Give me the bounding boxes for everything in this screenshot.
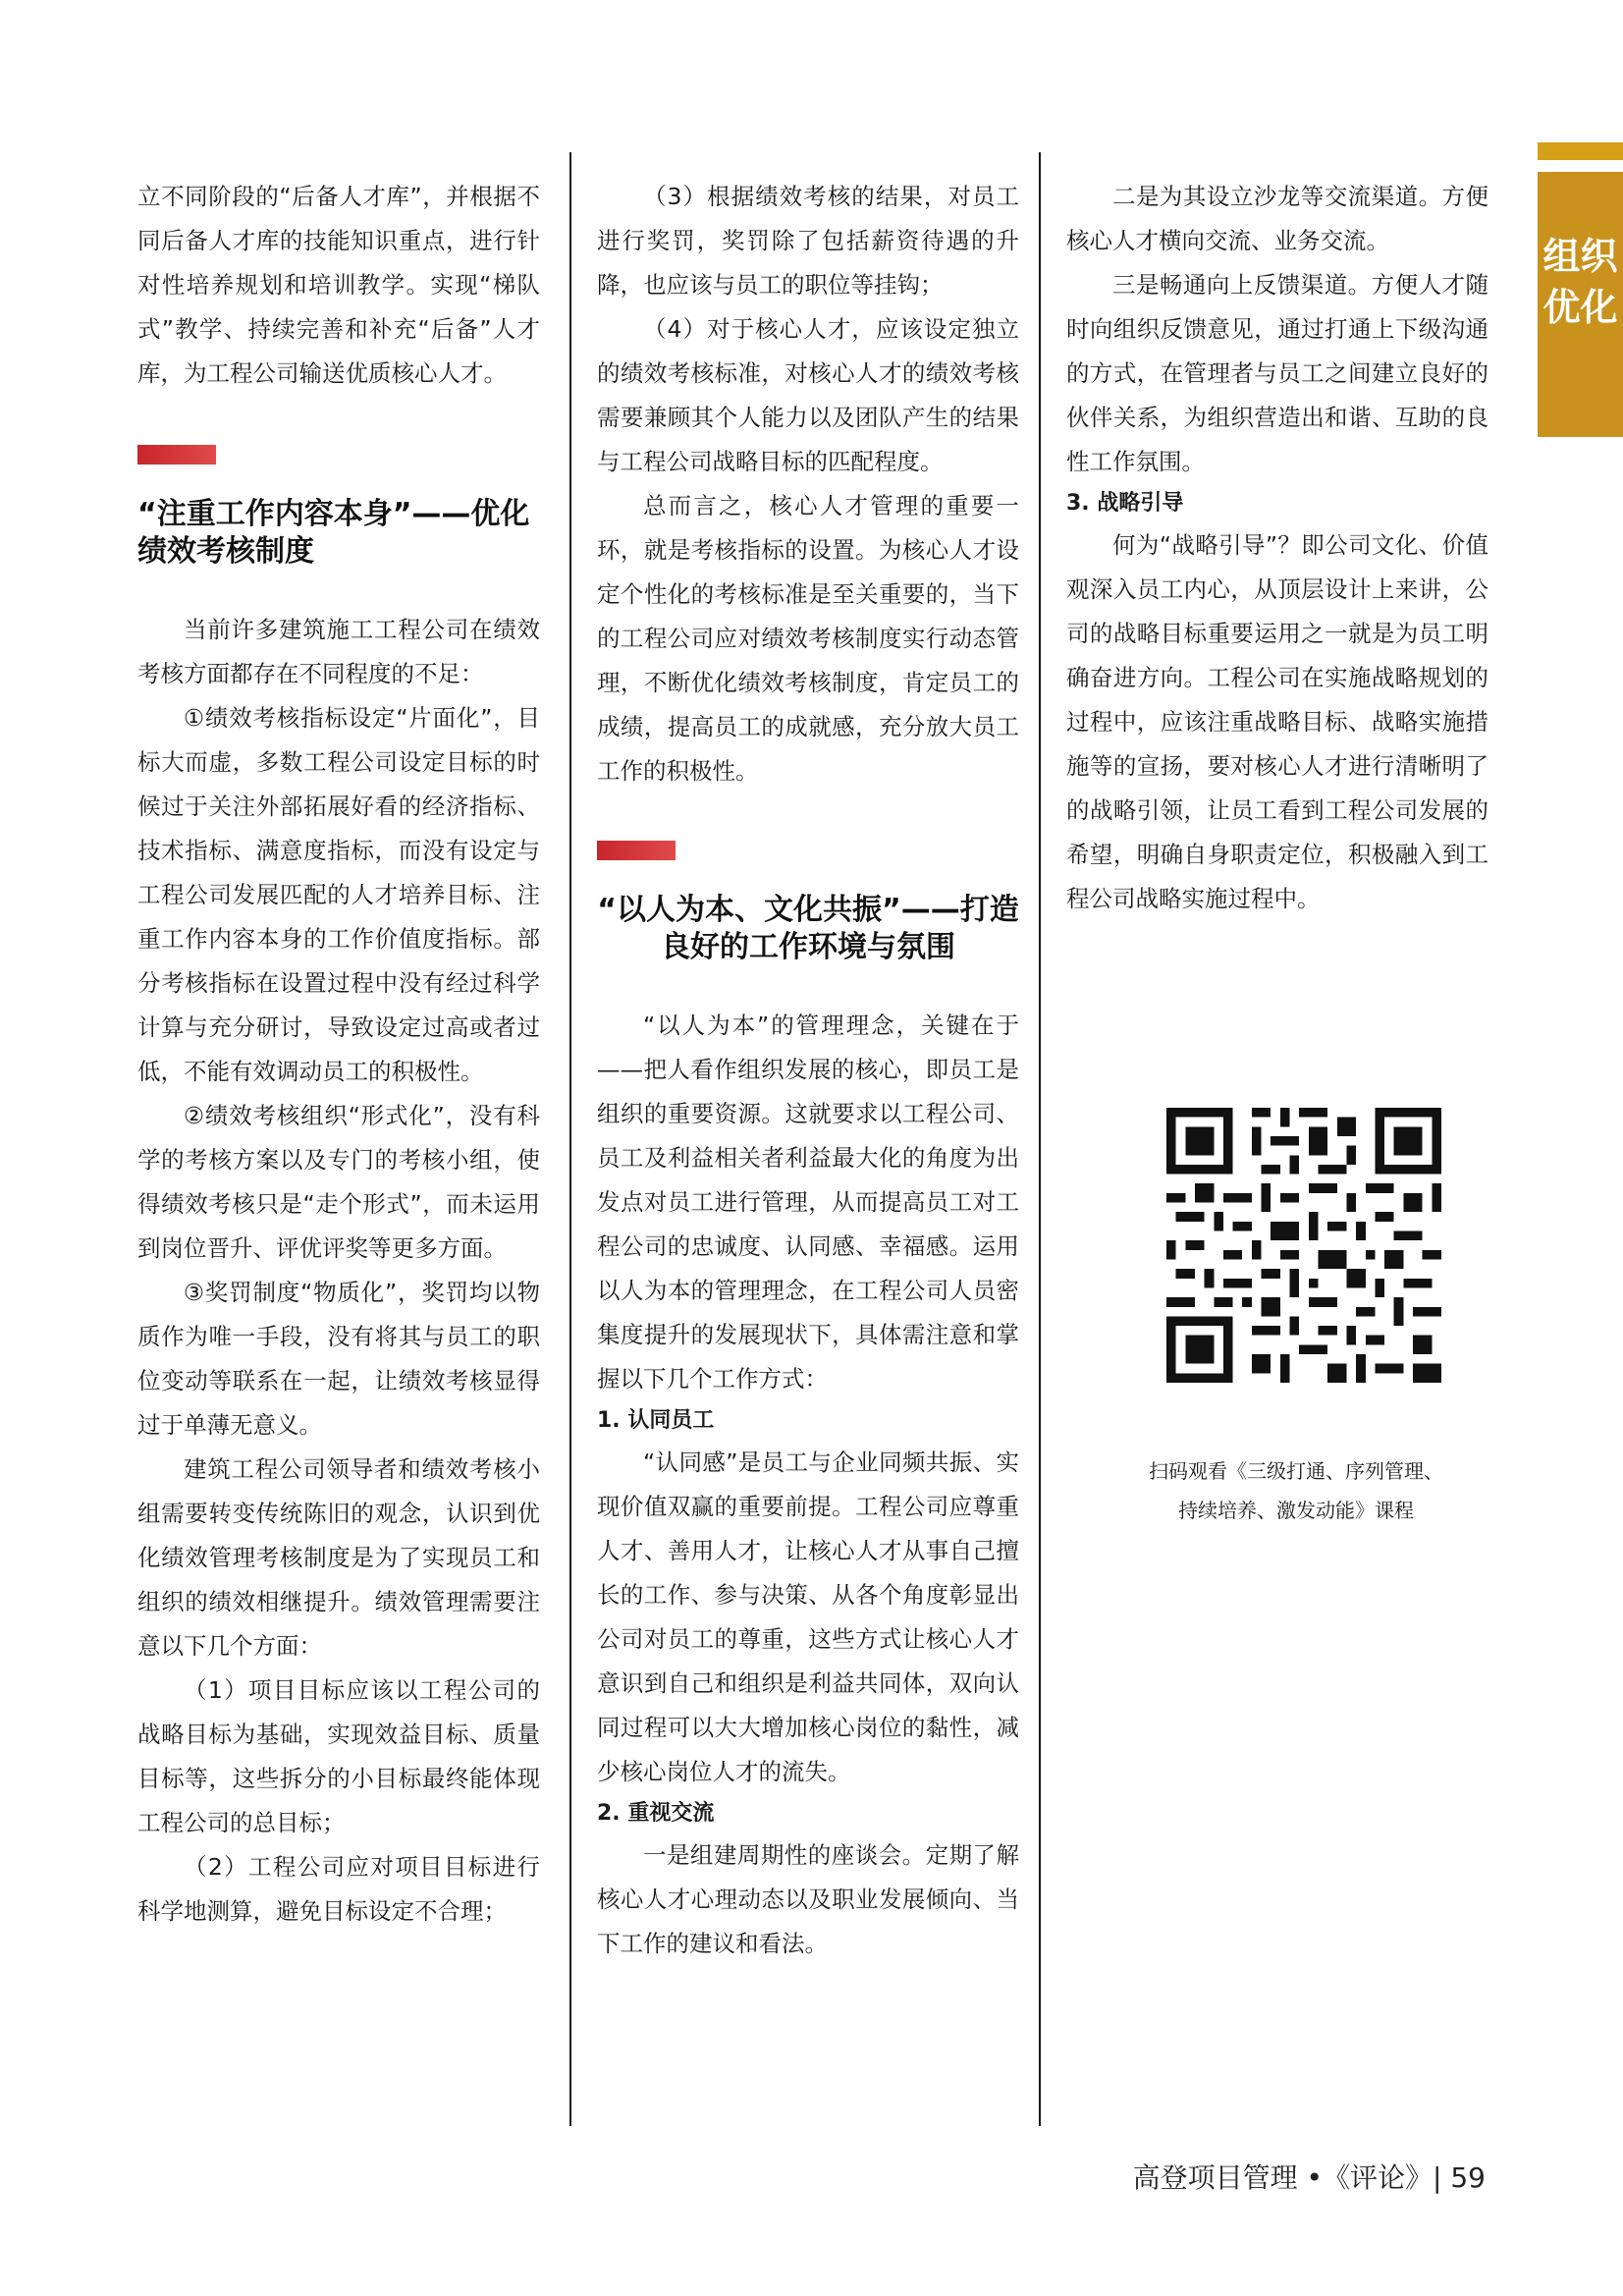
paragraph: 建筑工程公司领导者和绩效考核小组需要转变传统陈旧的观念，认识到优化绩效管理考核制度是为了实现员工和组织的绩效相继提升。绩效管理需要注意以下几个方面： <box>137 1455 540 1660</box>
section-label <box>1538 172 1623 437</box>
paragraph: 二是为其设立沙龙等交流渠道。方便核心人才横向交流、业务交流。 <box>1066 183 1488 254</box>
paragraph: 一是组建周期性的座谈会。定期了解核心人才心理动态以及职业发展倾向、当下工作的建议和看法。 <box>597 1841 1019 1957</box>
paragraph: （3）根据绩效考核的结果，对员工进行奖罚，奖罚除了包括薪资待遇的升降，也应该与员工的职位等挂钩； <box>597 183 1019 299</box>
heading-accent-bar <box>597 841 676 860</box>
subheading: 3. 战略引导 <box>1066 491 1184 516</box>
paragraph: 当前许多建筑施工工程公司在绩效考核方面都存在不同程度的不足： <box>137 616 540 687</box>
section-heading: “注重工作内容本身”——优化绩效考核制度 <box>137 497 530 569</box>
column-1 <box>137 175 540 1934</box>
section-label-line2: 优化 <box>1542 286 1618 329</box>
qr-caption-line2: 持续培养、激发动能》课程 <box>1178 1499 1414 1522</box>
paragraph: （4）对于核心人才，应该设定独立的绩效考核标准，对核心人才的绩效考核需要兼顾其个人能力以及团队产生的结果与工程公司战略目标的匹配程度。 <box>597 315 1019 475</box>
qr-caption <box>1100 1451 1492 1530</box>
paragraph: 立不同阶段的“后备人才库”，并根据不同后备人才库的技能知识重点，进行针对性培养规划和培训教学。实现“梯队式”教学、持续完善和补充“后备”人才库，为工程公司输送优质核心人才。 <box>137 183 540 387</box>
subheading: 2. 重视交流 <box>597 1801 715 1826</box>
paragraph: ②绩效考核组织“形式化”，没有科学的考核方案以及专门的考核小组，使得绩效考核只是“走个形式”，而未运用到岗位晋升、评优评奖等更多方面。 <box>137 1102 540 1262</box>
column-2 <box>597 175 1019 1966</box>
section-label-line1: 组织 <box>1542 235 1618 278</box>
column-3 <box>1066 175 1488 921</box>
section-heading: “以人为本、文化共振”——打造良好的工作环境与氛围 <box>597 893 1019 964</box>
paragraph: 三是畅通向上反馈渠道。方便人才随时向组织反馈意见，通过打通上下级沟通的方式，在管理者与员工之间建立良好的伙伴关系，为组织营造出和谐、互助的良性工作氛围。 <box>1066 271 1488 475</box>
paragraph: “认同感”是员工与企业同频共振、实现价值双赢的重要前提。工程公司应尊重人才、善用人才，让核心人才从事自己擅长的工作、参与决策、从各个角度彰显出公司对员工的尊重，这些方式让核心人才意识到自己和组织是利益共同体，双向认同过程可以大大增加核心岗位的黏性，减少核心岗位人才的流失。 <box>597 1449 1019 1785</box>
subheading: 1. 认同员工 <box>597 1408 715 1433</box>
paragraph: ①绩效考核指标设定“片面化”，目标大而虚，多数工程公司设定目标的时候过于关注外部拓展好看的经济指标、技术指标、满意度指标，而没有设定与工程公司发展匹配的人才培养目标、注重工作内容本身的工作价值度指标。部分考核指标在设置过程中没有经过科学计算与充分研讨，导致设定过高或者过低，不能有效调动员工的积极性。 <box>137 704 540 1085</box>
paragraph: “以人为本”的管理理念，关键在于——把人看作组织发展的核心，即员工是组织的重要资源。这就要求以工程公司、员工及利益相关者利益最大化的角度为出发点对员工进行管理，从而提高员工对工程公司的忠诚度、认同感、幸福感。运用以人为本的管理理念，在工程公司人员密集度提升的发展现状下，具体需注意和掌握以下几个工作方式： <box>597 1011 1019 1393</box>
section-tab <box>1538 142 1623 437</box>
column-divider <box>1039 152 1041 2126</box>
paragraph: 总而言之，核心人才管理的重要一环，就是考核指标的设置。为核心人才设定个性化的考核标准是至关重要的，当下的工程公司应对绩效考核制度实行动态管理，不断优化绩效考核制度，肯定员工的成绩，提高员工的成就感，充分放大员工工作的积极性。 <box>597 492 1019 785</box>
paragraph: 何为“战略引导”？即公司文化、价值观深入员工内心，从顶层设计上来讲，公司的战略目标重要运用之一就是为员工明确奋进方向。工程公司在实施战略规划的过程中，应该注重战略目标、战略实施措施等的宣扬，要对核心人才进行清晰明了的战略引领，让员工看到工程公司发展的希望，明确自身职责定位，积极融入到工程公司战略实施过程中。 <box>1066 531 1488 912</box>
page-footer: 高登项目管理 •《评论》| 59 <box>1132 2161 1486 2194</box>
paragraph: （2）工程公司应对项目目标进行科学地测算，避免目标设定不合理； <box>137 1853 540 1925</box>
qr-code[interactable] <box>1166 1108 1441 1383</box>
heading-accent-bar <box>137 445 216 465</box>
qr-caption-line1: 扫码观看《三级打通、序列管理、 <box>1149 1459 1443 1483</box>
paragraph: ③奖罚制度“物质化”，奖罚均以物质作为唯一手段，没有将其与员工的职位变动等联系在一起，让绩效考核显得过于单薄无意义。 <box>137 1279 540 1439</box>
column-divider <box>569 152 571 2126</box>
paragraph: （1）项目目标应该以工程公司的战略目标为基础，实现效益目标、质量目标等，这些拆分的小目标最终能体现工程公司的总目标； <box>137 1676 540 1836</box>
tab-top-line <box>1538 142 1623 160</box>
